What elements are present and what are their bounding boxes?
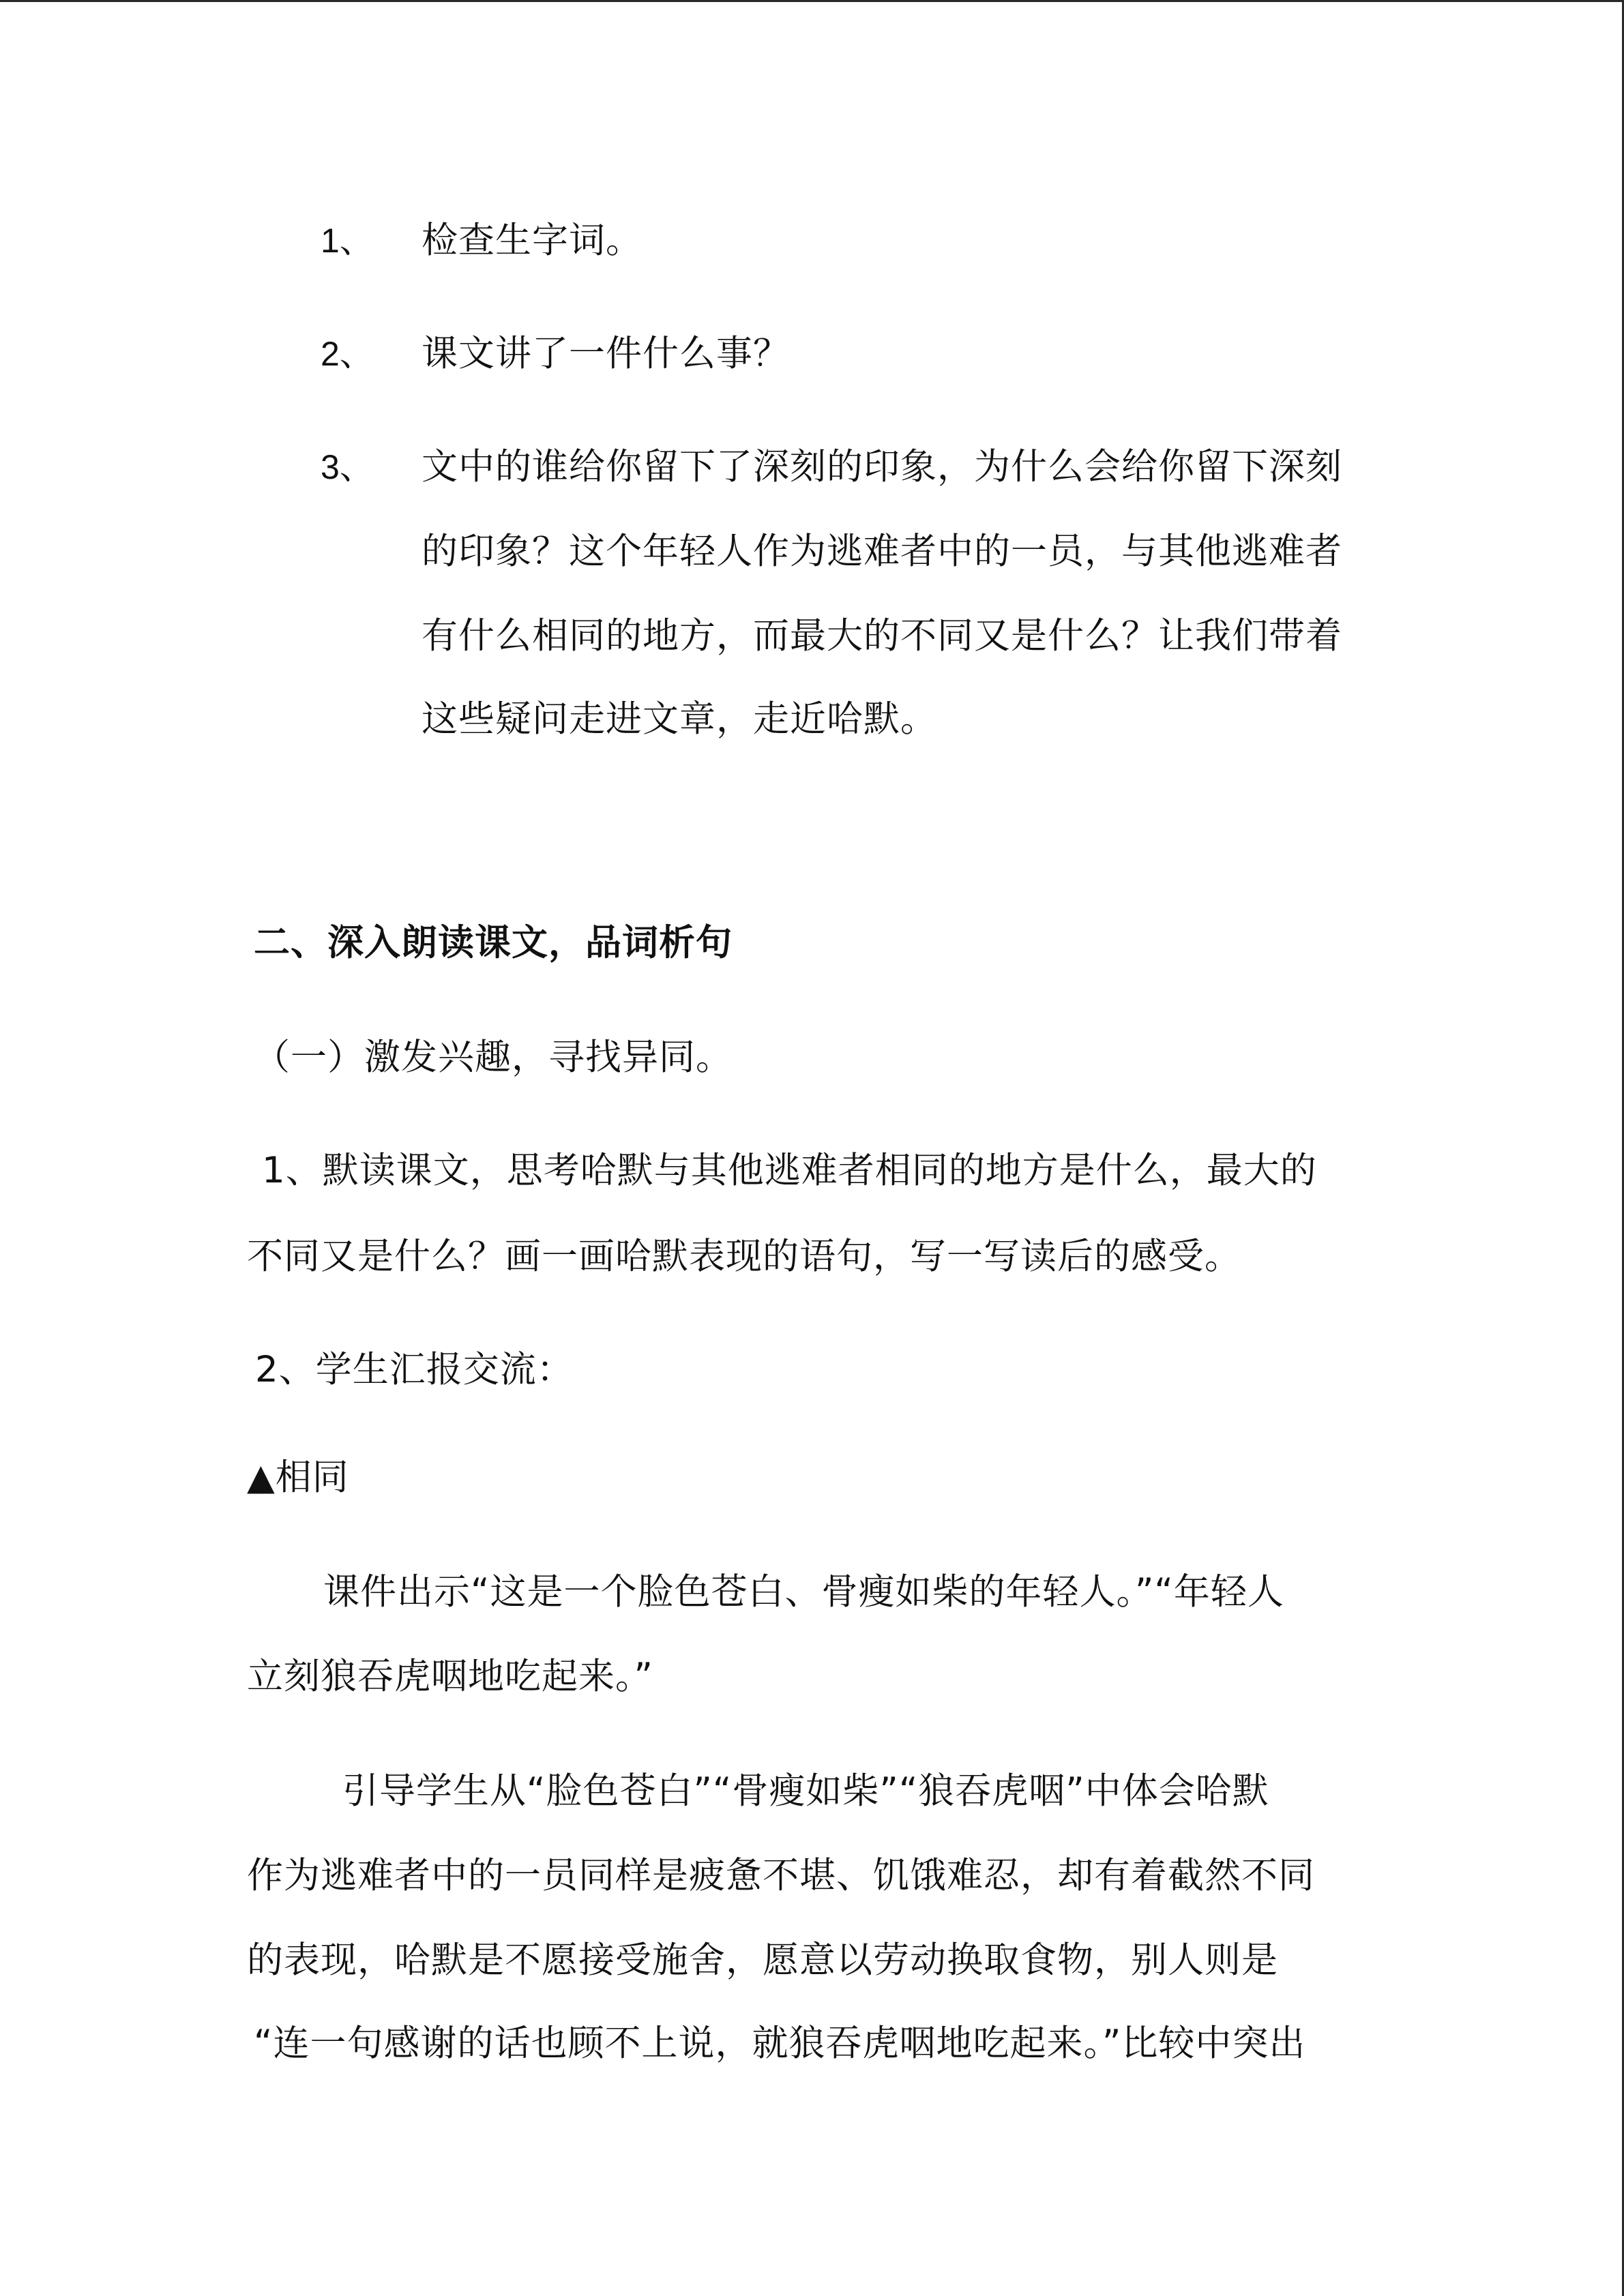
section-heading: 二、深入朗读课文，品词析句 xyxy=(254,922,733,964)
subsection-title: （一）激发兴趣，寻找异同。 xyxy=(254,1037,733,1078)
courseware-line-2: 立刻狼吞虎咽地吃起来。” xyxy=(247,1656,653,1697)
list-item-2-text: 课文讲了一件什么事？ xyxy=(422,333,790,374)
list-item-2-marker: 2、 xyxy=(321,335,374,373)
step-2: 2、学生汇报交流： xyxy=(255,1349,574,1390)
list-item-3-line-2: 的印象？这个年轻人作为逃难者中的一员，与其他逃难者 xyxy=(422,531,1342,572)
guide-line-3: 的表现，哈默是不愿接受施舍，愿意以劳动换取食物，别人则是 xyxy=(247,1939,1278,1981)
step-1-line-2: 不同又是什么？画一画哈默表现的语句，写一写读后的感受。 xyxy=(247,1236,1241,1277)
courseware-line-1: 课件出示“这是一个脸色苍白、骨瘦如柴的年轻人。”“年轻人 xyxy=(323,1571,1284,1613)
list-item-3-line-3: 有什么相同的地方，而最大的不同又是什么？让我们带着 xyxy=(422,615,1342,657)
list-item-3-line-1: 文中的谁给你留下了深刻的印象，为什么会给你留下深刻 xyxy=(422,446,1342,488)
list-item-1-text: 检查生字词。 xyxy=(422,220,643,261)
list-item-3-marker: 3、 xyxy=(321,448,374,486)
step-1-line-1: 1、默读课文，思考哈默与其他逃难者相同的地方是什么，最大的 xyxy=(262,1150,1317,1191)
list-item-3-line-4: 这些疑问走进文章，走近哈默。 xyxy=(422,698,937,740)
guide-line-4: “连一句感谢的话也顾不上说，就狼吞虎咽地吃起来。”比较中突出 xyxy=(254,2023,1306,2064)
list-item-1-marker: 1、 xyxy=(321,222,374,260)
guide-line-2: 作为逃难者中的一员同样是疲惫不堪、饥饿难忍，却有着截然不同 xyxy=(247,1855,1315,1896)
page-top-border xyxy=(0,0,1624,2)
guide-line-1: 引导学生从“脸色苍白”“骨瘦如柴”“狼吞虎咽”中体会哈默 xyxy=(342,1770,1269,1812)
same-marker: ▲相同 xyxy=(247,1457,349,1498)
